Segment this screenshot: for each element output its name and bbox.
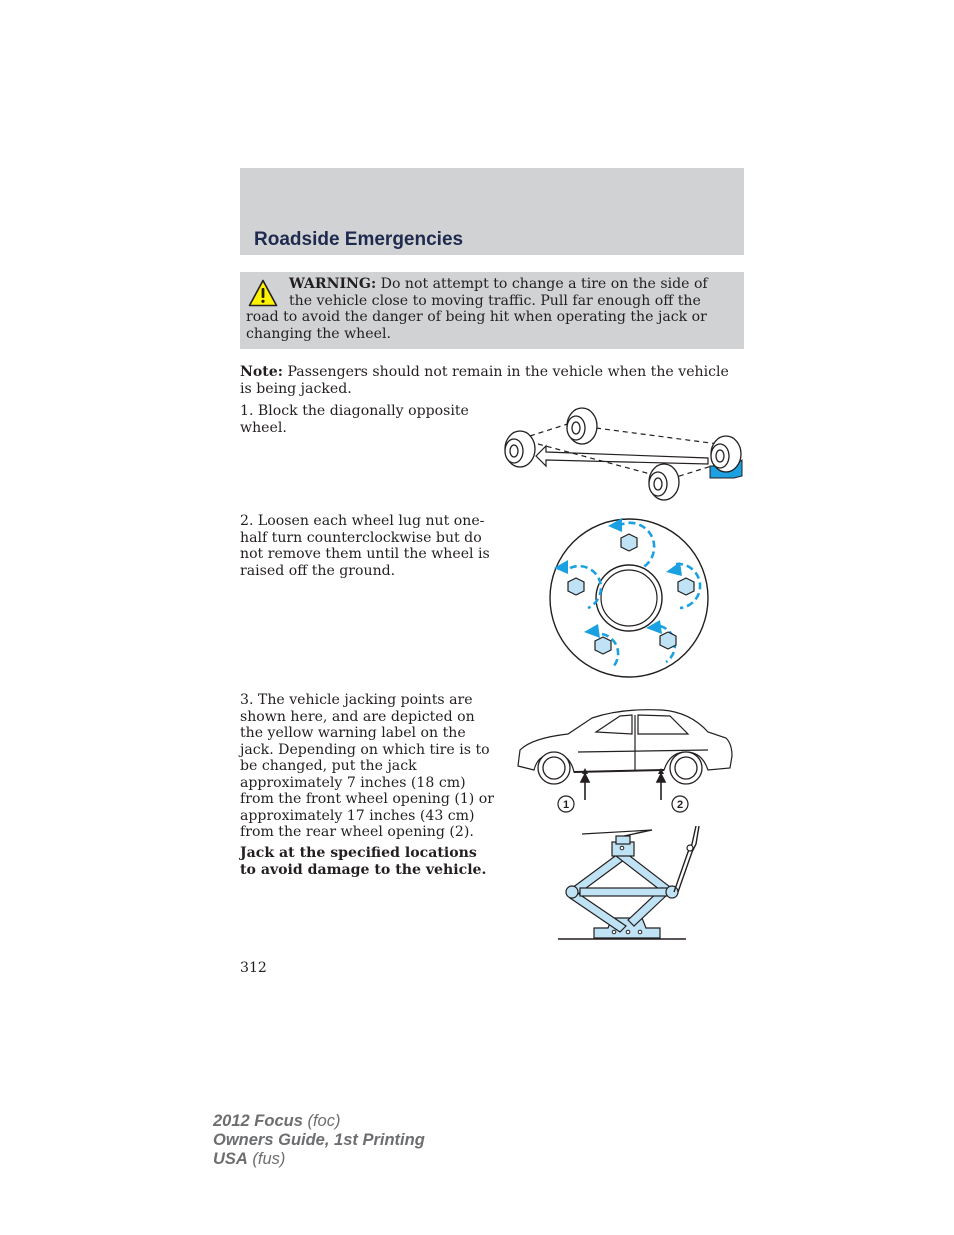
step-1-text: 1. Block the diagonally opposite wheel. xyxy=(240,403,469,436)
warning-body: Do not attempt to change a tire on the side of the vehicle close to moving traffic. Pull far enough off the road to avoid the danger of being hit when operating the jack or changing the wheel. xyxy=(246,276,708,342)
lug-nut-illustration xyxy=(540,516,720,680)
scissor-jack-illustration xyxy=(556,822,702,942)
jacking-points-illustration xyxy=(512,704,736,820)
step-2-text: 2. Loosen each wheel lug nut one-half turn counterclockwise but do not remove them until the wheel is raised off the ground. xyxy=(240,513,490,579)
warning-label: WARNING: xyxy=(289,276,377,292)
callout-label-2: 2 xyxy=(676,799,684,811)
lug-nut-icon xyxy=(621,534,637,551)
wheel-blocking-illustration xyxy=(498,404,746,502)
page-number: 312 xyxy=(240,960,267,976)
arrow-up-icon xyxy=(657,774,665,782)
wheel-icon xyxy=(711,436,741,472)
caution-text: Jack at the specified locations to avoid damage to the vehicle. xyxy=(240,845,487,878)
note-label: Note: xyxy=(240,364,283,380)
car-wheel-icon xyxy=(670,752,702,784)
wheel-icon xyxy=(649,464,679,500)
arrow-up-icon xyxy=(581,774,589,782)
lug-nut-icon xyxy=(660,632,676,649)
page-title: Roadside Emergencies xyxy=(254,229,464,250)
warning-box xyxy=(240,272,744,349)
note-body: Passengers should not remain in the vehicle when the vehicle is being jacked. xyxy=(240,364,729,397)
car-wheel-icon xyxy=(538,752,570,784)
footer-model-code: (foc) xyxy=(302,1112,341,1130)
footer-market-code: (fus) xyxy=(247,1150,286,1168)
footer-model: 2012 Focus xyxy=(213,1112,303,1130)
callout-label-1: 1 xyxy=(562,799,570,811)
note-paragraph xyxy=(240,364,744,397)
lug-nut-icon xyxy=(568,578,584,595)
wheel-icon xyxy=(567,408,597,444)
section-header xyxy=(240,168,744,255)
step-3-text: 3. The vehicle jacking points are shown here, and are depicted on the yellow warning label on the jack. Depending on which tire is to be changed, put the jack approximately 7 inches (18 cm) from the front wheel opening (1) or approximately 17 inches (43 cm) from the rear wheel opening (2). xyxy=(240,692,494,840)
lug-nut-icon xyxy=(595,637,611,654)
wheel-icon xyxy=(505,431,535,467)
footer-edition: Owners Guide, 1st Printing xyxy=(213,1131,425,1149)
lug-nut-icon xyxy=(678,578,694,595)
footer-market: USA xyxy=(213,1150,248,1168)
warning-text xyxy=(246,276,732,342)
document-footer xyxy=(213,1112,425,1169)
